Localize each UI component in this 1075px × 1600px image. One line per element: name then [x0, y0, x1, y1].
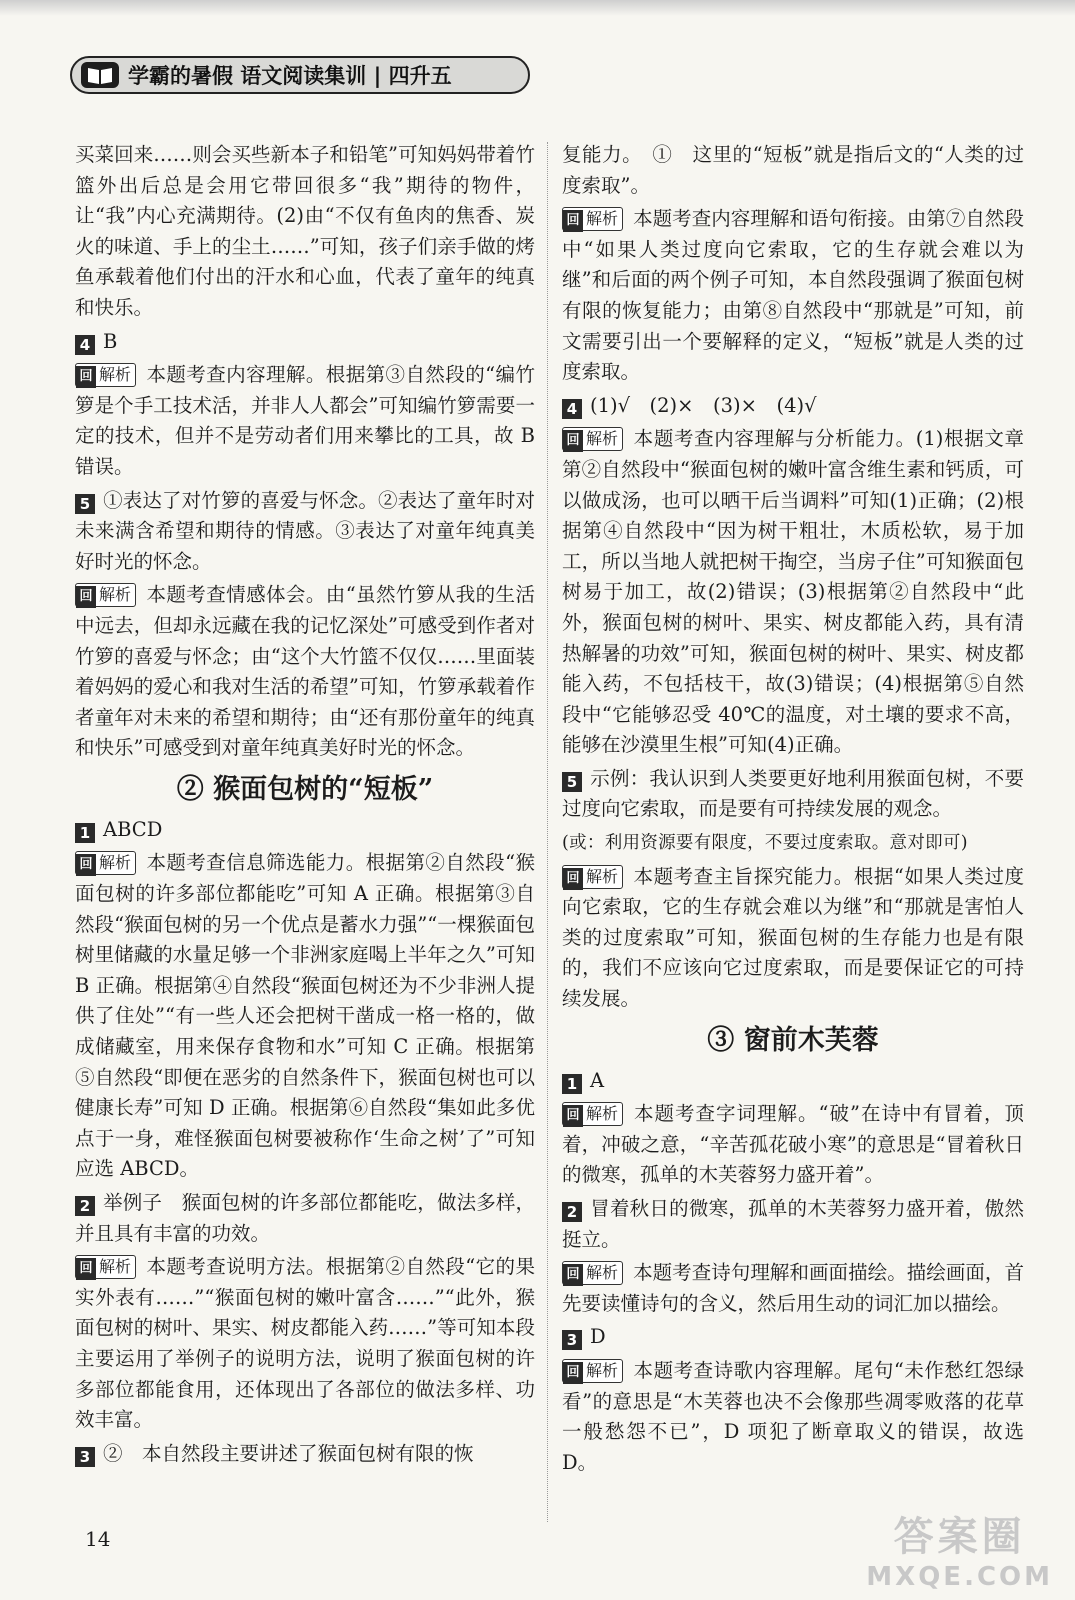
analysis-badge: 回 解析 [75, 363, 136, 387]
answer-item [75, 1188, 535, 1249]
page-top-edge [0, 0, 1075, 16]
analysis-icon: 回 [563, 430, 583, 452]
answer-text: ABCD [103, 817, 163, 841]
analysis-item [562, 862, 1024, 1015]
continued-answer: 买菜回来……则会买些新本子和铅笔”可知妈妈带着竹篮外出后总是会用它带回很多“我”期待的物件，让“我”内心充满期待。(2)由“不仅有鱼肉的焦香、炭火的味道、手上的尘土……”可知，孩子们亲手做的烤鱼承载着他们付出的汗水和心血，代表了童年的纯真和快乐。 [75, 143, 535, 319]
analysis-text: 本题考查说明方法。根据第②自然段“它的果实外表有……”“猴面包树的嫩叶富含……”“此外，猴面包树的树叶、果实、树皮都能入药……”等可知本段主要运用了举例子的说明方法，说明了猴面包树的许多部位都能食用，还体现出了各部位的做法多样、功效丰富。 [75, 1255, 535, 1432]
section-title: ② 猴面包树的“短板” [176, 773, 434, 805]
answer-item [562, 1066, 1024, 1097]
analysis-text: 本题考查信息筛选能力。根据第②自然段“猴面包树的许多部位都能吃”可知 A 正确。根据第③自然段“猴面包树的另一个优点是蓄水力强”“一棵猴面包树里储藏的水量足够一个非洲家庭喝上半年之久”可知 B 正确。根据第④自然段“猴面包树还为不少非洲人提供了住处”“有一些人还会把树干凿成一格一格的，做成储藏室，用来保存食物和水”可知 C 正确。根据第⑤自然段“即便在恶劣的自然条件下，猴面包树也可以健康长寿”可知 D 正确。根据第⑥自然段“集如此多优点于一身，难怪猴面包树要被称作‘生命之树’了”可知应选 ABCD。 [75, 851, 535, 1181]
analysis-text: 本题考查字词理解。“破”在诗中有冒着，顶着，冲破之意，“辛苦孤花破小寒”的意思是“冒着秋日的微寒，孤单的木芙蓉努力盛开着”。 [562, 1102, 1024, 1187]
analysis-item [75, 360, 535, 482]
analysis-icon: 回 [563, 868, 583, 890]
question-number: 4 [562, 399, 582, 419]
answer-text: 示例：我认识到人类要更好地利用猴面包树，不要过度向它索取，而是要有可持续发展的观念。 [562, 766, 1024, 821]
header-title: 学霸的暑假 语文阅读集训 | 四升五 [128, 64, 452, 88]
answer-text: 举例子 猴面包树的许多部位都能吃，做法多样，并且具有丰富的功效。 [75, 1191, 535, 1245]
analysis-text: 本题考查内容理解与分析能力。(1)根据文章第②自然段中“猴面包树的嫩叶富含维生素和钙质，可以做成汤，也可以晒干后当调料”可知(1)正确；(2)根据第④自然段中“因为树干粗壮，木质松软，易于加工，所以当地人就把树干掏空，当房子住”可知猴面包树易于加工，故(2)错误；(3)根据第②自然段中“此外，猴面包树的树叶、果实、树皮都能入药，具有清热解暑的功效”可知，猴面包树的树叶、果实、树皮都能入药，不包括枝干，故(3)错误；(4)根据第⑤自然段中“它能够忍受 40℃的温度，对土壤的要求不高，能够在沙漠里生根”可知(4)正确。 [562, 427, 1024, 757]
analysis-badge: 回 解析 [75, 1255, 136, 1279]
answer-item [75, 1439, 535, 1470]
analysis-item [75, 1252, 535, 1436]
question-number: 3 [75, 1447, 95, 1467]
answer-text: 冒着秋日的微寒，孤单的木芙蓉努力盛开着，傲然挺立。 [562, 1197, 1024, 1251]
analysis-icon: 回 [563, 1264, 583, 1286]
answer-item [562, 1194, 1024, 1255]
answer-item [562, 1322, 1024, 1353]
question-number: 1 [75, 823, 95, 843]
analysis-text: 本题考查主旨探究能力。根据“如果人类过度向它索取，它的生存就会难以为继”和“那就是害怕人类的过度索取”可知，猴面包树的生存能力也是有限的，我们不应该向它过度索取，而是要保证它的可持续发展。 [562, 864, 1024, 1011]
answer-text: D [590, 1325, 606, 1349]
analysis-item [562, 1099, 1024, 1191]
right-column [562, 140, 1024, 1481]
analysis-icon: 回 [76, 854, 96, 876]
answer-item [562, 764, 1024, 825]
analysis-icon: 回 [563, 1362, 583, 1384]
analysis-item [75, 848, 535, 1185]
analysis-icon: 回 [563, 1105, 583, 1127]
watermark-text: 答案圈 [893, 1514, 1026, 1560]
answer-text: B [103, 329, 118, 353]
question-number: 1 [562, 1074, 582, 1094]
question-number: 2 [562, 1202, 582, 1222]
section-title: ③ 窗前木芙蓉 [707, 1024, 879, 1056]
answer-item [562, 391, 1024, 422]
analysis-item [562, 204, 1024, 388]
analysis-text: 本题考查诗句理解和画面描绘。描绘画面，首先要读懂诗句的含义，然后用生动的词汇加以描绘。 [562, 1261, 1024, 1315]
book-icon [78, 58, 122, 92]
analysis-item [75, 580, 535, 764]
watermark [866, 1505, 1053, 1592]
question-number: 5 [75, 494, 95, 514]
answer-text: ② 本自然段主要讲述了猴面包树有限的恢 [103, 1441, 474, 1465]
analysis-item [562, 1258, 1024, 1319]
analysis-icon: 回 [76, 1258, 96, 1280]
analysis-text: 本题考查内容理解。根据第③自然段的“编竹箩是个手工技术活，并非人人都会”可知编竹箩需要一定的技术，但并不是劳动者们用来攀比的工具，故 B 错误。 [75, 363, 535, 478]
left-column [75, 140, 535, 1472]
analysis-badge: 回 解析 [562, 1102, 623, 1126]
analysis-icon: 回 [76, 366, 96, 388]
analysis-badge: 回 解析 [562, 1261, 623, 1285]
answer-item [75, 486, 535, 578]
watermark-url: MXQE.COM [866, 1562, 1053, 1592]
analysis-icon: 回 [563, 210, 583, 232]
answer-text: A [590, 1068, 605, 1092]
question-number: 2 [75, 1196, 95, 1216]
analysis-item [562, 1356, 1024, 1478]
answer-text: (1)√ (2)× (3)× (4)√ [590, 393, 817, 417]
question-number: 5 [562, 772, 582, 792]
question-number: 4 [75, 335, 95, 355]
analysis-badge: 回 解析 [75, 851, 136, 875]
analysis-badge: 回 解析 [562, 865, 623, 889]
answer-item [75, 327, 535, 358]
analysis-text: 本题考查内容理解和语句衔接。由第⑦自然段中“如果人类过度向它索取，它的生存就会难以为继”和后面的两个例子可知，本自然段强调了猴面包树有限的恢复能力；由第⑧自然段中“那就是”可知，前文需要引出一个要解释的定义，“短板”就是人类的过度索取。 [562, 207, 1024, 384]
question-number: 3 [562, 1330, 582, 1350]
analysis-badge: 回 解析 [562, 1359, 623, 1383]
analysis-icon: 回 [76, 586, 96, 608]
book-header [70, 56, 530, 94]
handwritten-note: (或：利用资源要有限度，不要过度索取。意对即可) [562, 833, 968, 854]
answer-item [75, 815, 535, 846]
analysis-badge: 回 解析 [562, 427, 623, 451]
analysis-text: 本题考查诗歌内容理解。尾句“未作愁红怨绿看”的意思是“木芙蓉也决不会像那些凋零败落的花草一般愁怨不已”，D 项犯了断章取义的错误，故选 D。 [562, 1358, 1024, 1474]
analysis-badge: 回 解析 [75, 583, 136, 607]
page-number: 14 [85, 1527, 111, 1551]
column-divider [547, 142, 548, 1522]
analysis-badge: 回 解析 [562, 207, 623, 231]
answer-text: ①表达了对竹箩的喜爱与怀念。②表达了童年时对未来满含希望和期待的情感。③表达了对童年纯真美好时光的怀念。 [75, 488, 535, 573]
continued-answer: 复能力。 ① 这里的“短板”就是指后文的“人类的过度索取”。 [562, 143, 1024, 197]
analysis-item [562, 424, 1024, 761]
analysis-text: 本题考查情感体会。由“虽然竹箩从我的生活中远去，但却永远藏在我的记忆深处”可感受到作者对竹箩的喜爱与怀念；由“这个大竹篮不仅仅……里面装着妈妈的爱心和我对生活的希望”可知，竹箩承载着作者童年对未来的希望和期待；由“还有那份童年的纯真和快乐”可感受到对童年纯真美好时光的怀念。 [75, 583, 535, 760]
